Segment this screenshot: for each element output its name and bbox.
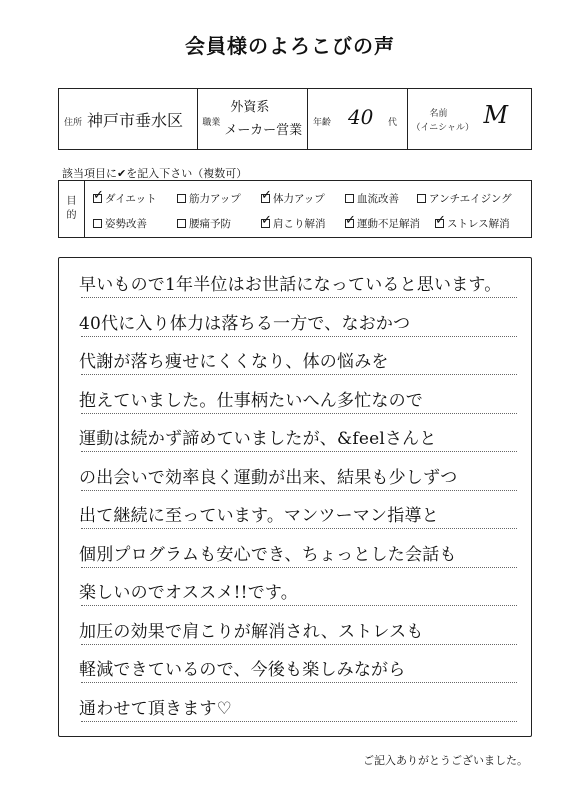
purpose-box <box>58 180 532 238</box>
address-label: 住所 <box>64 118 83 128</box>
comment-line: 代謝が落ち痩せにくくなり、体の悩みを <box>79 352 389 372</box>
checkbox-shoulder[interactable] <box>261 219 270 228</box>
comment-box <box>58 257 532 737</box>
comment-line: の出会いで効率良く運動が出来、結果も少しずつ <box>79 467 458 488</box>
options-row-2 <box>93 213 517 233</box>
option-muscle[interactable] <box>177 188 261 208</box>
thank-you-note: ご記入ありがとうございました。 <box>363 754 528 767</box>
option-exercise[interactable] <box>345 213 435 233</box>
option-diet[interactable] <box>93 188 177 208</box>
ruled-line <box>81 490 517 491</box>
comment-line: 40代に入り体力は落ちる一方で、なおかつ <box>79 313 411 334</box>
name-label: 名前 <box>429 109 448 119</box>
checkbox-antiaging[interactable] <box>417 194 426 203</box>
age-unit: 代 <box>387 118 397 128</box>
checkbox-stress[interactable] <box>435 219 444 228</box>
checkbox-exercise[interactable] <box>345 219 354 228</box>
ruled-line <box>81 721 517 722</box>
checkbox-diet[interactable] <box>93 194 102 203</box>
checkbox-bloodflow[interactable] <box>345 194 354 203</box>
option-stress[interactable] <box>435 213 517 233</box>
purpose-label-char: 的 <box>66 210 77 221</box>
occupation-value-line1: 外資系 <box>230 100 270 115</box>
ruled-line <box>81 644 517 645</box>
name-value: M <box>483 101 509 129</box>
age-value: 40 <box>347 105 374 129</box>
age-label: 年齢 <box>312 118 331 128</box>
option-label: 筋力アップ <box>189 192 241 205</box>
comment-line: 楽しいのでオススメ!!です。 <box>79 583 298 603</box>
ruled-line <box>81 528 517 529</box>
option-label: 姿勢改善 <box>105 217 147 230</box>
option-label: 運動不足解消 <box>357 217 420 230</box>
option-posture[interactable] <box>93 213 177 233</box>
option-label: 体力アップ <box>273 192 325 205</box>
comment-line: 軽減できているので、今後も楽しみながら <box>79 660 406 680</box>
ruled-line <box>81 605 517 606</box>
comment-line: 個別プログラムも安心でき、ちょっとした会話も <box>79 544 457 565</box>
option-label: 肩こり解消 <box>273 217 326 230</box>
address-cell <box>59 89 198 149</box>
age-cell <box>308 89 408 149</box>
comment-line: 出て継続に至っています。マンツーマン指導と <box>79 506 439 526</box>
purpose-label <box>59 181 85 237</box>
checkbox-muscle[interactable] <box>177 194 186 203</box>
option-label: アンチエイジング <box>429 192 512 205</box>
comment-line: 抱えていました。仕事柄たいへん多忙なので <box>79 390 423 411</box>
name-cell <box>408 89 531 149</box>
checkbox-backpain[interactable] <box>177 219 186 228</box>
ruled-line <box>81 451 517 452</box>
ruled-line <box>81 567 517 568</box>
occupation-cell <box>198 89 308 149</box>
option-backpain[interactable] <box>177 213 261 233</box>
options-row-1 <box>93 188 517 208</box>
comment-line: 早いもので1年半位はお世話になっていると思います。 <box>79 275 502 295</box>
ruled-line <box>81 682 517 683</box>
checkbox-posture[interactable] <box>93 219 102 228</box>
comment-line: 通わせて頂きます♡ <box>79 698 233 719</box>
option-shoulder[interactable] <box>261 213 345 233</box>
option-label: 血流改善 <box>357 192 399 205</box>
info-table <box>58 88 532 150</box>
address-value: 神戸市垂水区 <box>87 111 184 130</box>
ruled-line <box>81 297 517 298</box>
option-antiaging[interactable] <box>417 188 517 208</box>
option-label: 腰痛予防 <box>189 217 231 230</box>
ruled-line <box>81 374 517 375</box>
ruled-line <box>81 413 517 414</box>
option-label: ストレス解消 <box>447 217 510 230</box>
occupation-value-line2: メーカー営業 <box>224 123 303 138</box>
option-stamina[interactable] <box>261 188 345 208</box>
check-instruction: 該当項目に✔を記入下さい（複数可） <box>62 167 248 180</box>
option-label: ダイエット <box>105 192 157 205</box>
purpose-label-char: 目 <box>66 196 77 207</box>
option-bloodflow[interactable] <box>345 188 417 208</box>
ruled-line <box>81 336 517 337</box>
comment-line: 運動は続かず諦めていましたが、&feelさんと <box>79 429 437 449</box>
comment-line: 加圧の効果で肩こりが解消され、ストレスも <box>79 621 424 642</box>
checkbox-stamina[interactable] <box>261 194 270 203</box>
page-title: 会員様のよろこびの声 <box>185 34 395 58</box>
occupation-label: 職業 <box>202 118 221 128</box>
name-label-initial: （イニシャル） <box>411 123 474 133</box>
